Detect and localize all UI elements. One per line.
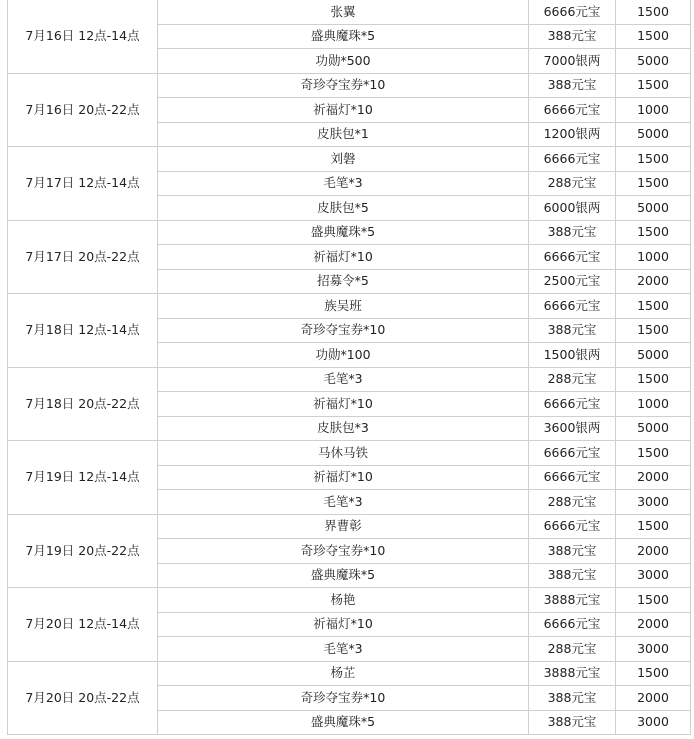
item-quantity-cell: 3000 bbox=[616, 490, 691, 515]
item-name-cell: 张翼 bbox=[158, 0, 529, 24]
item-quantity-cell: 3000 bbox=[616, 710, 691, 735]
item-cost-cell: 388元宝 bbox=[529, 73, 616, 98]
time-slot-cell: 7月18日 20点-22点 bbox=[8, 367, 158, 441]
item-cost-cell: 3888元宝 bbox=[529, 588, 616, 613]
item-quantity-cell: 1500 bbox=[616, 24, 691, 49]
table-row bbox=[8, 294, 691, 319]
item-name-cell: 盛典魔珠*5 bbox=[158, 24, 529, 49]
time-slot-cell: 7月20日 12点-14点 bbox=[8, 588, 158, 662]
item-cost-cell: 288元宝 bbox=[529, 171, 616, 196]
item-quantity-cell: 5000 bbox=[616, 196, 691, 221]
item-quantity-cell: 1500 bbox=[616, 220, 691, 245]
item-quantity-cell: 1000 bbox=[616, 245, 691, 270]
item-quantity-cell: 1500 bbox=[616, 294, 691, 319]
item-quantity-cell: 2000 bbox=[616, 465, 691, 490]
item-quantity-cell: 1500 bbox=[616, 147, 691, 172]
item-name-cell: 奇珍夺宝券*10 bbox=[158, 539, 529, 564]
item-cost-cell: 6666元宝 bbox=[529, 392, 616, 417]
item-quantity-cell: 1000 bbox=[616, 98, 691, 123]
item-cost-cell: 388元宝 bbox=[529, 220, 616, 245]
item-name-cell: 奇珍夺宝券*10 bbox=[158, 73, 529, 98]
table-row bbox=[8, 661, 691, 686]
item-cost-cell: 6666元宝 bbox=[529, 0, 616, 24]
item-quantity-cell: 3000 bbox=[616, 637, 691, 662]
item-cost-cell: 388元宝 bbox=[529, 318, 616, 343]
item-cost-cell: 388元宝 bbox=[529, 686, 616, 711]
item-name-cell: 奇珍夺宝券*10 bbox=[158, 686, 529, 711]
item-cost-cell: 6000银两 bbox=[529, 196, 616, 221]
table-row bbox=[8, 73, 691, 98]
item-cost-cell: 388元宝 bbox=[529, 24, 616, 49]
item-quantity-cell: 2000 bbox=[616, 686, 691, 711]
item-name-cell: 皮肤包*3 bbox=[158, 416, 529, 441]
item-name-cell: 招募令*5 bbox=[158, 269, 529, 294]
item-cost-cell: 288元宝 bbox=[529, 367, 616, 392]
item-quantity-cell: 5000 bbox=[616, 49, 691, 74]
item-cost-cell: 388元宝 bbox=[529, 710, 616, 735]
time-slot-cell: 7月17日 20点-22点 bbox=[8, 220, 158, 294]
item-quantity-cell: 1500 bbox=[616, 588, 691, 613]
item-name-cell: 祈福灯*10 bbox=[158, 392, 529, 417]
item-name-cell: 界曹彰 bbox=[158, 514, 529, 539]
item-cost-cell: 388元宝 bbox=[529, 539, 616, 564]
item-name-cell: 祈福灯*10 bbox=[158, 245, 529, 270]
item-name-cell: 毛笔*3 bbox=[158, 490, 529, 515]
time-slot-cell: 7月19日 12点-14点 bbox=[8, 441, 158, 515]
table-row bbox=[8, 147, 691, 172]
item-quantity-cell: 1500 bbox=[616, 171, 691, 196]
item-name-cell: 祈福灯*10 bbox=[158, 98, 529, 123]
item-quantity-cell: 1500 bbox=[616, 73, 691, 98]
item-quantity-cell: 1500 bbox=[616, 441, 691, 466]
item-cost-cell: 3600银两 bbox=[529, 416, 616, 441]
table-row bbox=[8, 0, 691, 24]
table-row bbox=[8, 588, 691, 613]
item-cost-cell: 6666元宝 bbox=[529, 98, 616, 123]
item-quantity-cell: 1500 bbox=[616, 514, 691, 539]
item-cost-cell: 288元宝 bbox=[529, 490, 616, 515]
item-quantity-cell: 2000 bbox=[616, 539, 691, 564]
item-name-cell: 盛典魔珠*5 bbox=[158, 710, 529, 735]
item-name-cell: 皮肤包*1 bbox=[158, 122, 529, 147]
item-name-cell: 杨艳 bbox=[158, 588, 529, 613]
item-cost-cell: 6666元宝 bbox=[529, 294, 616, 319]
table-row bbox=[8, 441, 691, 466]
item-cost-cell: 6666元宝 bbox=[529, 245, 616, 270]
item-cost-cell: 6666元宝 bbox=[529, 514, 616, 539]
item-cost-cell: 6666元宝 bbox=[529, 612, 616, 637]
time-slot-cell: 7月19日 20点-22点 bbox=[8, 514, 158, 588]
time-slot-cell: 7月16日 12点-14点 bbox=[8, 0, 158, 73]
item-cost-cell: 3888元宝 bbox=[529, 661, 616, 686]
time-slot-cell: 7月17日 12点-14点 bbox=[8, 147, 158, 221]
sale-schedule-table bbox=[7, 0, 691, 735]
item-cost-cell: 388元宝 bbox=[529, 563, 616, 588]
item-cost-cell: 1200银两 bbox=[529, 122, 616, 147]
item-quantity-cell: 5000 bbox=[616, 343, 691, 368]
item-name-cell: 盛典魔珠*5 bbox=[158, 220, 529, 245]
item-name-cell: 功勋*500 bbox=[158, 49, 529, 74]
item-name-cell: 马休马铁 bbox=[158, 441, 529, 466]
item-quantity-cell: 2000 bbox=[616, 269, 691, 294]
table-row bbox=[8, 367, 691, 392]
item-name-cell: 族吴班 bbox=[158, 294, 529, 319]
item-cost-cell: 7000银两 bbox=[529, 49, 616, 74]
item-name-cell: 杨芷 bbox=[158, 661, 529, 686]
item-quantity-cell: 2000 bbox=[616, 612, 691, 637]
item-quantity-cell: 1000 bbox=[616, 392, 691, 417]
item-name-cell: 毛笔*3 bbox=[158, 637, 529, 662]
item-name-cell: 祈福灯*10 bbox=[158, 612, 529, 637]
item-name-cell: 毛笔*3 bbox=[158, 367, 529, 392]
time-slot-cell: 7月18日 12点-14点 bbox=[8, 294, 158, 368]
item-cost-cell: 1500银两 bbox=[529, 343, 616, 368]
time-slot-cell: 7月16日 20点-22点 bbox=[8, 73, 158, 147]
item-quantity-cell: 5000 bbox=[616, 122, 691, 147]
item-name-cell: 毛笔*3 bbox=[158, 171, 529, 196]
item-quantity-cell: 1500 bbox=[616, 0, 691, 24]
item-name-cell: 盛典魔珠*5 bbox=[158, 563, 529, 588]
item-cost-cell: 6666元宝 bbox=[529, 441, 616, 466]
item-cost-cell: 288元宝 bbox=[529, 637, 616, 662]
item-quantity-cell: 5000 bbox=[616, 416, 691, 441]
table-row bbox=[8, 220, 691, 245]
item-quantity-cell: 1500 bbox=[616, 661, 691, 686]
item-name-cell: 祈福灯*10 bbox=[158, 465, 529, 490]
time-slot-cell: 7月20日 20点-22点 bbox=[8, 661, 158, 735]
table-row bbox=[8, 514, 691, 539]
item-cost-cell: 6666元宝 bbox=[529, 465, 616, 490]
item-name-cell: 奇珍夺宝券*10 bbox=[158, 318, 529, 343]
schedule-table-body bbox=[8, 0, 691, 735]
item-quantity-cell: 3000 bbox=[616, 563, 691, 588]
item-name-cell: 皮肤包*5 bbox=[158, 196, 529, 221]
item-cost-cell: 6666元宝 bbox=[529, 147, 616, 172]
item-cost-cell: 2500元宝 bbox=[529, 269, 616, 294]
item-name-cell: 功勋*100 bbox=[158, 343, 529, 368]
item-quantity-cell: 1500 bbox=[616, 367, 691, 392]
item-quantity-cell: 1500 bbox=[616, 318, 691, 343]
item-name-cell: 刘磐 bbox=[158, 147, 529, 172]
